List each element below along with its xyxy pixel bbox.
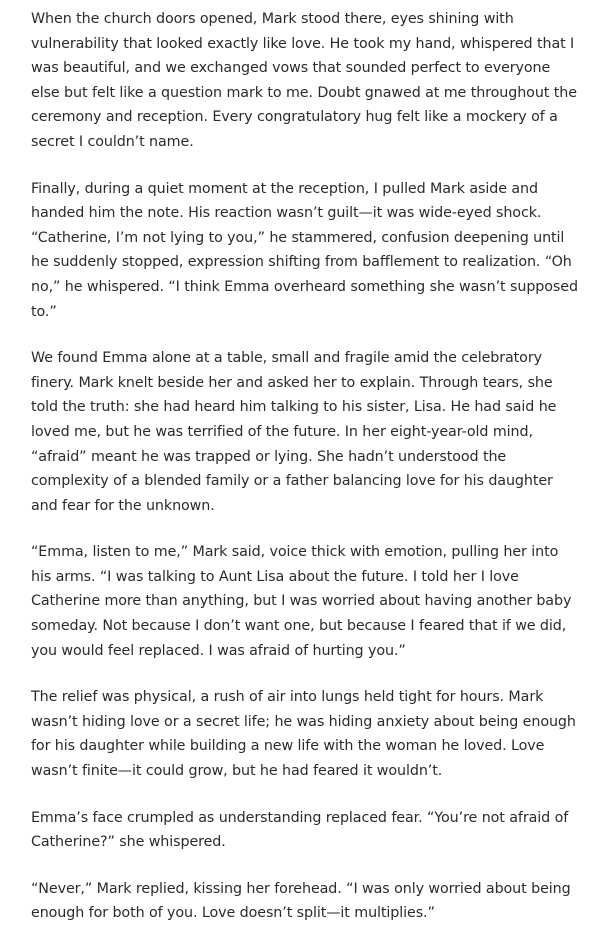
paragraph-mark-explains: “Emma, listen to me,” Mark said, voice thick with emotion, pulling her into his arms. “I was talking to Aunt Lisa about the future. I told her I love Catherine more than anything, but I was worried about having another baby someday. Not because I don’t want one, but because I feared that if we did, you would feel replaced. I was afraid of hurting you.”: [31, 544, 572, 659]
paragraph-emma-question: Emma’s face crumpled as understanding replaced fear. “You’re not afraid of Catherine?” she whispered.: [31, 809, 569, 851]
paragraph-handed-note: Finally, during a quiet moment at the reception, I pulled Mark aside and handed him the note. His reaction wasn’t guilt—it was wide-eyed shock. “Catherine, I’m not lying to you,” he stammered, confusion deepening until he suddenly stopped, expression shifting from bafflement to realization. “Oh no,” he whispered. “I think Emma overheard something she wasn’t supposed to.”: [31, 180, 578, 320]
paragraph-never: “Never,” Mark replied, kissing her forehead. “I was only worried about being enough for both of you. Love doesn’t split—it multiplies.”: [31, 880, 571, 922]
story-text: [31, 7, 579, 948]
paragraph-relief: The relief was physical, a rush of air into lungs held tight for hours. Mark wasn’t hiding love or a secret life; he was hiding anxiety about being enough for his daughter while building a new life with the woman he loved. Love wasn’t finite—it could grow, but he had feared it wouldn’t.: [31, 689, 576, 780]
paragraph-church-doors: When the church doors opened, Mark stood there, eyes shining with vulnerability that looked exactly like love. He took my hand, whispered that I was beautiful, and we exchanged vows that sounded perfect to everyone else but felt like a question mark to me. Doubt gnawed at me throughout the ceremony and reception. Every congratulatory hug felt like a mockery of a secret I couldn’t name.: [31, 11, 577, 150]
paragraph-found-emma: We found Emma alone at a table, small and fragile amid the celebratory finery. Mark knelt beside her and asked her to explain. Through tears, she told the truth: she had heard him talking to his sister, Lisa. He had said he loved me, but he was terrified of the future. In her eight-year-old mind, “afraid” meant he was trapped or lying. She hadn’t understood the complexity of a blended family or a father balancing love for his daughter and fear for the unknown.: [31, 350, 557, 514]
